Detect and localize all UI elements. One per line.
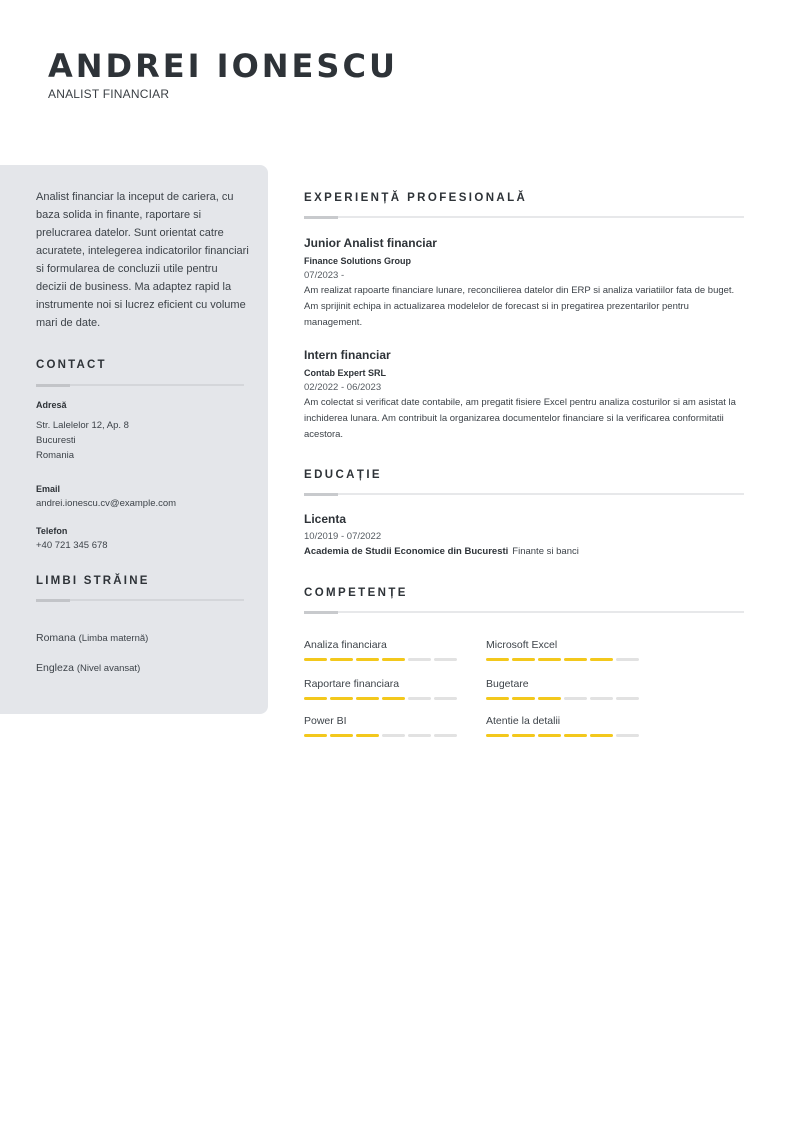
skill-level-bar [304,658,474,661]
skill-level-bar [304,697,474,700]
skill-level-segment-filled [356,734,379,737]
skill-level-segment-filled [486,697,509,700]
skill-level-segment-empty [434,658,457,661]
skill-level-bar [486,658,656,661]
skill-name: Power BI [304,715,347,727]
skill-level-segment-empty [616,658,639,661]
skills-divider [304,611,744,613]
skill-level-segment-empty [434,697,457,700]
skill-level-segment-filled [330,697,353,700]
skill-level-segment-filled [304,734,327,737]
resume-header [48,46,748,101]
phone-label: Telefon [36,526,68,536]
address-line-3: Romania [36,450,75,461]
skills-heading: COMPETENȚE [304,587,408,599]
skill-level-segment-empty [564,697,587,700]
education-school: Academia de Studii Economice din Bucuresti [304,546,509,557]
skill-level-segment-filled [512,658,535,661]
education-dates: 10/2019 - 07/2022 [304,531,382,542]
skill-level-segment-empty [408,734,431,737]
skill-name: Microsoft Excel [486,639,558,651]
email-value[interactable]: andrei.ionescu.cv@example.com [36,498,177,509]
skill-level-bar [486,697,656,700]
languages-heading: LIMBI STRĂINE [36,575,150,587]
skill-level-segment-filled [538,734,561,737]
job-dates: 07/2023 - [304,270,345,281]
skill-level-segment-filled [512,734,535,737]
contact-heading: CONTACT [36,359,107,371]
experience-divider [304,216,744,218]
skill-level-segment-empty [408,658,431,661]
profile-summary: Analist financiar la inceput de cariera, cu baza solida in finante, raportare si prelucrarea datelor. Sunt orientat catre acuratete, intelegerea indicatorilor financiari si formularea de concluzii utile pentru decizii de business. Ma adaptez rapid la instrumente noi si lucrez eficient cu volume mari de date. [36,191,249,329]
education-institution [304,546,579,557]
education-degree: Licenta [304,512,347,526]
languages-divider [36,599,244,601]
candidate-name: ANDREI IONESCU [48,47,398,85]
skill-level-segment-filled [356,697,379,700]
skill-item [486,678,656,700]
skill-level-segment-empty [382,734,405,737]
job-company: Contab Expert SRL [304,368,387,378]
skill-level-segment-empty [434,734,457,737]
job-title: Junior Analist financiar [304,236,437,250]
skill-item [304,678,474,700]
email-label: Email [36,484,61,494]
candidate-title: ANALIST FINANCIAR [48,87,170,101]
language-level: (Nivel avansat) [76,663,141,674]
skill-item [486,715,656,737]
job-company: Finance Solutions Group [304,256,412,266]
language-item [36,662,140,674]
address-label: Adresă [36,400,67,410]
skill-level-segment-empty [590,697,613,700]
skill-name: Bugetare [486,678,529,690]
skill-level-segment-filled [590,658,613,661]
language-name: Engleza [36,662,74,674]
education-heading: EDUCAȚIE [304,469,382,481]
skill-level-segment-filled [382,697,405,700]
skill-level-segment-filled [590,734,613,737]
skill-level-segment-filled [330,734,353,737]
skill-level-segment-filled [512,697,535,700]
skill-level-segment-filled [356,658,379,661]
skill-item [486,639,656,661]
skill-name: Atentie la detalii [486,715,561,727]
skill-level-segment-filled [564,658,587,661]
job-title: Intern financiar [304,348,391,362]
skill-level-segment-filled [304,658,327,661]
skill-level-segment-filled [486,734,509,737]
skill-name: Raportare financiara [304,678,400,690]
language-item [36,632,148,644]
skill-level-segment-filled [382,658,405,661]
phone-value[interactable]: +40 721 345 678 [36,540,108,551]
language-name: Romana [36,632,76,644]
skill-item [304,639,474,661]
job-description: Am colectat si verificat date contabile, am pregatit fisiere Excel pentru analiza costurilor si am asistat la inchiderea lunara. Am contribuit la organizarea documentelor financiare si la verificarea conformitatii acestora. [304,397,736,440]
skill-name: Analiza financiara [304,639,387,651]
skill-level-segment-filled [564,734,587,737]
skill-level-bar [304,734,474,737]
skill-level-segment-filled [538,697,561,700]
skill-level-segment-empty [408,697,431,700]
skill-level-segment-empty [616,734,639,737]
education-field: Finante si banci [512,546,579,557]
skill-level-segment-filled [486,658,509,661]
contact-divider [36,384,244,386]
skill-level-segment-filled [330,658,353,661]
experience-heading: EXPERIENȚĂ PROFESIONALĂ [304,192,528,204]
skill-level-segment-filled [538,658,561,661]
skill-item [304,715,474,737]
language-level: (Limba maternă) [78,633,149,644]
job-description: Am realizat rapoarte financiare lunare, reconcilierea datelor din ERP si analiza variatiilor fata de buget. Am sprijinit echipa in actualizarea modelelor de forecast si in pregatirea prezentarilor pentru management. [304,285,735,328]
address-line-2: Bucuresti [36,435,76,446]
skill-level-segment-filled [304,697,327,700]
address-line-1: Str. Lalelelor 12, Ap. 8 [36,420,129,431]
job-dates: 02/2022 - 06/2023 [304,382,382,393]
skill-level-segment-empty [616,697,639,700]
education-divider [304,493,744,495]
skill-level-bar [486,734,656,737]
